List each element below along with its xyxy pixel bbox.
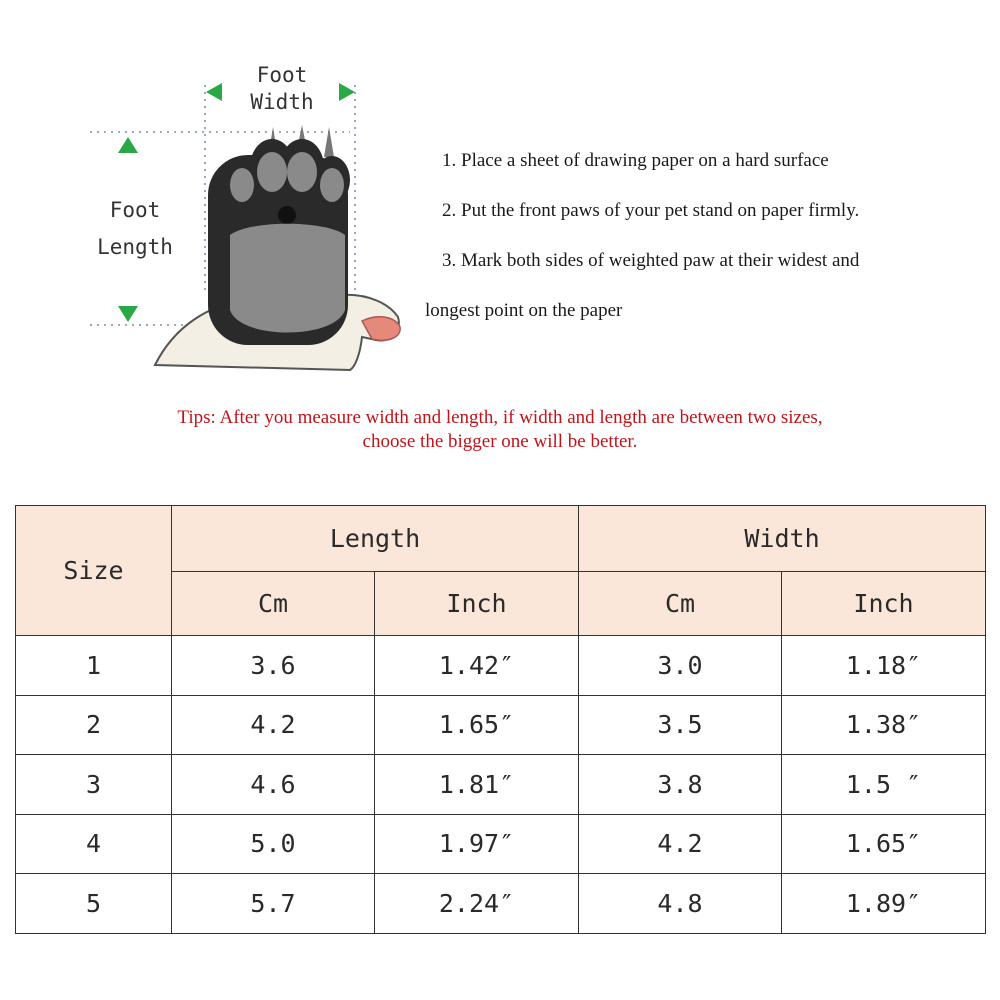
size-cell: 2 <box>16 695 172 755</box>
table-row <box>16 874 986 934</box>
length-arrow-up-icon <box>118 137 138 153</box>
length-inch-cell: 2.24″ <box>375 874 579 934</box>
length-inch-cell: 1.65″ <box>375 695 579 755</box>
tips-line-2: choose the bigger one will be better. <box>362 431 638 452</box>
width-cm-cell: 3.0 <box>579 636 782 696</box>
width-arrow-right-icon <box>339 83 355 101</box>
length-inch-header: Inch <box>375 572 579 636</box>
width-inch-cell: 1.65″ <box>782 814 986 874</box>
length-cm-cell: 4.6 <box>172 755 375 815</box>
width-cm-cell: 4.8 <box>579 874 782 934</box>
sizing-tips <box>0 406 1000 454</box>
width-cm-header: Cm <box>579 572 782 636</box>
width-inch-cell: 1.18″ <box>782 636 986 696</box>
table-row <box>16 695 986 755</box>
width-inch-cell: 1.5 ″ <box>782 755 986 815</box>
paw-measurement-illustration <box>80 55 410 375</box>
length-cm-cell: 3.6 <box>172 636 375 696</box>
size-cell: 4 <box>16 814 172 874</box>
length-inch-cell: 1.42″ <box>375 636 579 696</box>
length-inch-cell: 1.81″ <box>375 755 579 815</box>
instruction-step-3: 3. Mark both sides of weighted paw at their widest and <box>442 250 860 271</box>
width-cm-cell: 3.5 <box>579 695 782 755</box>
length-cm-cell: 5.0 <box>172 814 375 874</box>
width-arrow-left-icon <box>206 83 222 101</box>
width-inch-cell: 1.38″ <box>782 695 986 755</box>
length-arrow-down-icon <box>118 306 138 322</box>
length-inch-cell: 1.97″ <box>375 814 579 874</box>
width-cm-cell: 3.8 <box>579 755 782 815</box>
length-cm-cell: 4.2 <box>172 695 375 755</box>
size-cell: 3 <box>16 755 172 815</box>
size-header: Size <box>16 506 172 636</box>
instruction-step-3-continued: longest point on the paper <box>425 300 623 321</box>
foot-length-label: Foot Length <box>97 198 173 259</box>
table-row <box>16 814 986 874</box>
instruction-step-1: 1. Place a sheet of drawing paper on a hard surface <box>442 150 829 171</box>
tips-line-1: Tips: After you measure width and length, if width and length are between two sizes, <box>177 407 823 428</box>
foot-width-label: Foot Width <box>250 63 314 114</box>
width-cm-cell: 4.2 <box>579 814 782 874</box>
size-cell: 5 <box>16 874 172 934</box>
table-row <box>16 755 986 815</box>
size-cell: 1 <box>16 636 172 696</box>
width-header: Width <box>579 506 986 572</box>
length-cm-header: Cm <box>172 572 375 636</box>
paw-icon <box>208 139 350 345</box>
length-cm-cell: 5.7 <box>172 874 375 934</box>
width-inch-header: Inch <box>782 572 986 636</box>
size-chart-table <box>15 505 986 934</box>
table-row <box>16 636 986 696</box>
width-inch-cell: 1.89″ <box>782 874 986 934</box>
instruction-step-2: 2. Put the front paws of your pet stand on paper firmly. <box>442 200 860 221</box>
length-header: Length <box>172 506 579 572</box>
